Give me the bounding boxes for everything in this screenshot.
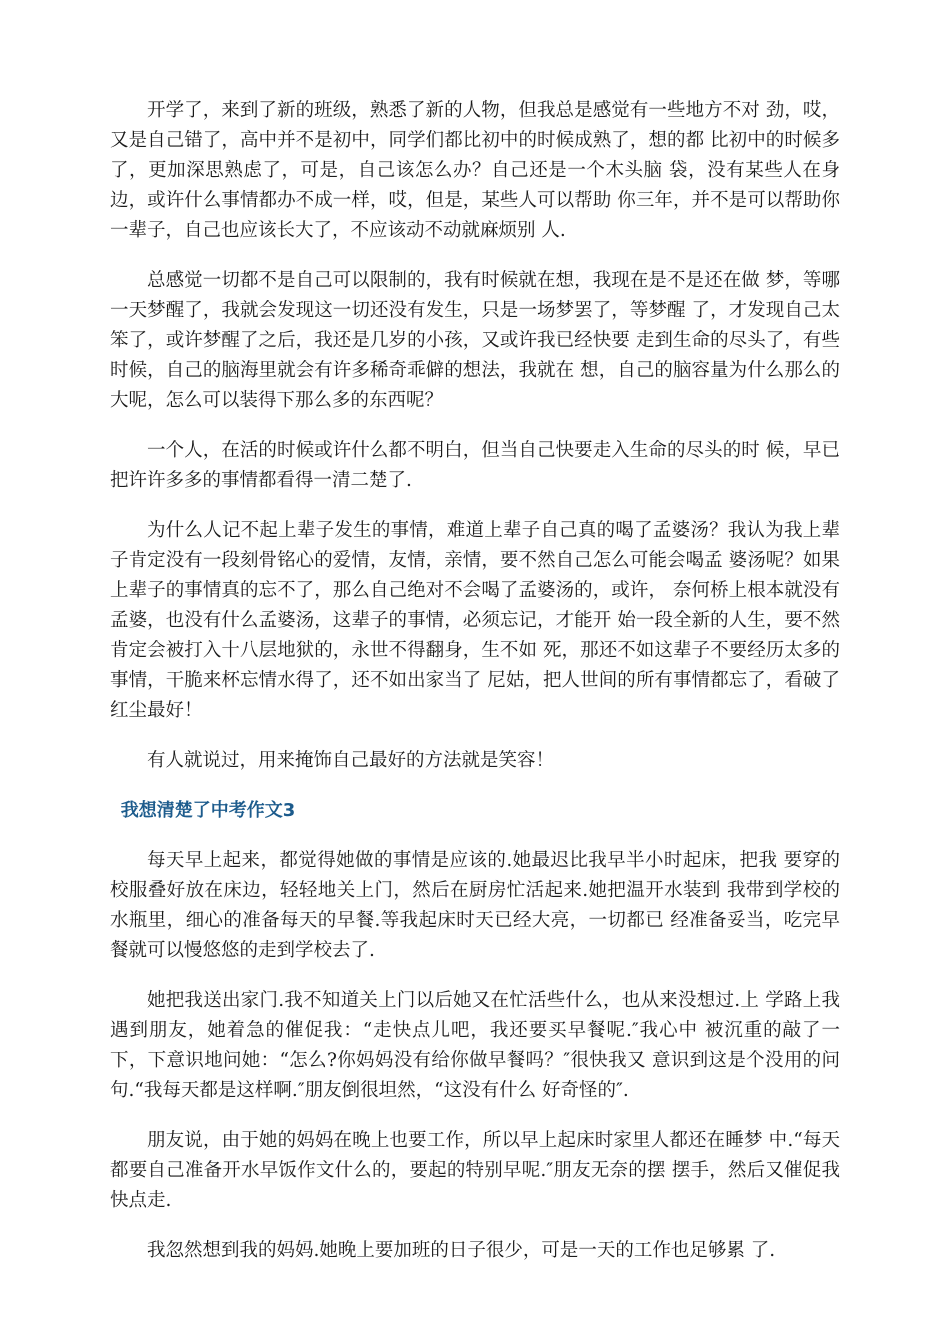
paragraph-6: 每天早上起来，都觉得她做的事情是应该的.她最迟比我早半小时起床，把我 要穿的校服叠好放在床边，轻轻地关上门，然后在厨房忙活起来.她把温开水装到 我带到学校的水瓶里，细心的准备每天的早餐.等我起床时天已经大亮，一切都已 经准备妥当，吃完早餐就可以慢悠悠的走到学校去了. (110, 850, 840, 961)
paragraph-4: 为什么人记不起上辈子发生的事情，难道上辈子自己真的喝了孟婆汤？我认为我上辈子肯定没有一段刻骨铭心的爱情，友情，亲情，要不然自己怎么可能会喝孟 婆汤呢？如果上辈子的事情真的忘不了，那么自己绝对不会喝了孟婆汤的，或许， 奈何桥上根本就没有孟婆，也没有什么孟婆汤，这辈子的事情，必须忘记，才能开 始一段全新的人生，要不然肯定会被打入十八层地狱的，永世不得翻身，生不如 死，那还不如这辈子不要经历太多的事情，干脆来杯忘情水得了，还不如出家当了 尼姑，把人世间的所有事情都忘了，看破了红尘最好！ (110, 520, 840, 721)
paragraph-8: 朋友说，由于她的妈妈在晚上也要工作，所以早上起床时家里人都还在睡梦 中.“每天都要自己准备开水早饭作文什么的，要起的特别早呢.″朋友无奈的摆 摆手，然后又催促我快点走. (110, 1130, 840, 1211)
paragraph-2: 总感觉一切都不是自己可以限制的，我有时候就在想，我现在是不是还在做 梦，等哪一天梦醒了，我就会发现这一切还没有发生，只是一场梦罢了，等梦醒 了，才发现自己太笨了，或许梦醒了之后，我还是几岁的小孩，又或许我已经快要 走到生命的尽头了，有些时候，自己的脑海里就会有许多稀奇乖僻的想法，我就在 想，自己的脑容量为什么那么的大呢，怎么可以装得下那么多的东西呢？ (110, 270, 840, 411)
paragraph-1: 开学了，来到了新的班级，熟悉了新的人物，但我总是感觉有一些地方不对 劲，哎，又是自己错了，高中并不是初中，同学们都比初中的时候成熟了，想的都 比初中的时候多了，更加深思熟虑了，可是，自己该怎么办？自己还是一个木头脑 袋，没有某些人在身边，或许什么事情都办不成一样，哎，但是，某些人可以帮助 你三年，并不是可以帮助你一辈子，自己也应该长大了，不应该动不动就麻烦别 人. (110, 100, 840, 241)
paragraph-3: 一个人，在活的时候或许什么都不明白，但当自己快要走入生命的尽头的时 候，早已把许许多多的事情都看得一清二楚了. (110, 440, 840, 491)
paragraph-9: 我忽然想到我的妈妈.她晚上要加班的日子很少，可是一天的工作也足够累 了. (147, 1240, 776, 1261)
paragraph-5: 有人就说过，用来掩饰自己最好的方法就是笑容！ (147, 750, 555, 771)
document-page (110, 96, 840, 1286)
paragraph-7: 她把我送出家门.我不知道关上门以后她又在忙活些什么，也从来没想过.上 学路上我遇到朋友，她着急的催促我：“走快点儿吧，我还要买早餐呢.″我心中 被沉重的敲了一下，下意识地问她：“怎么?你妈妈没有给你做早餐吗？″很快我又 意识到这是个没用的问句.“我每天都是这样啊.″朋友倒很坦然，“这没有什么 好奇怪的″. (110, 990, 840, 1101)
section-heading: 我想清楚了中考作文3 (120, 800, 296, 821)
